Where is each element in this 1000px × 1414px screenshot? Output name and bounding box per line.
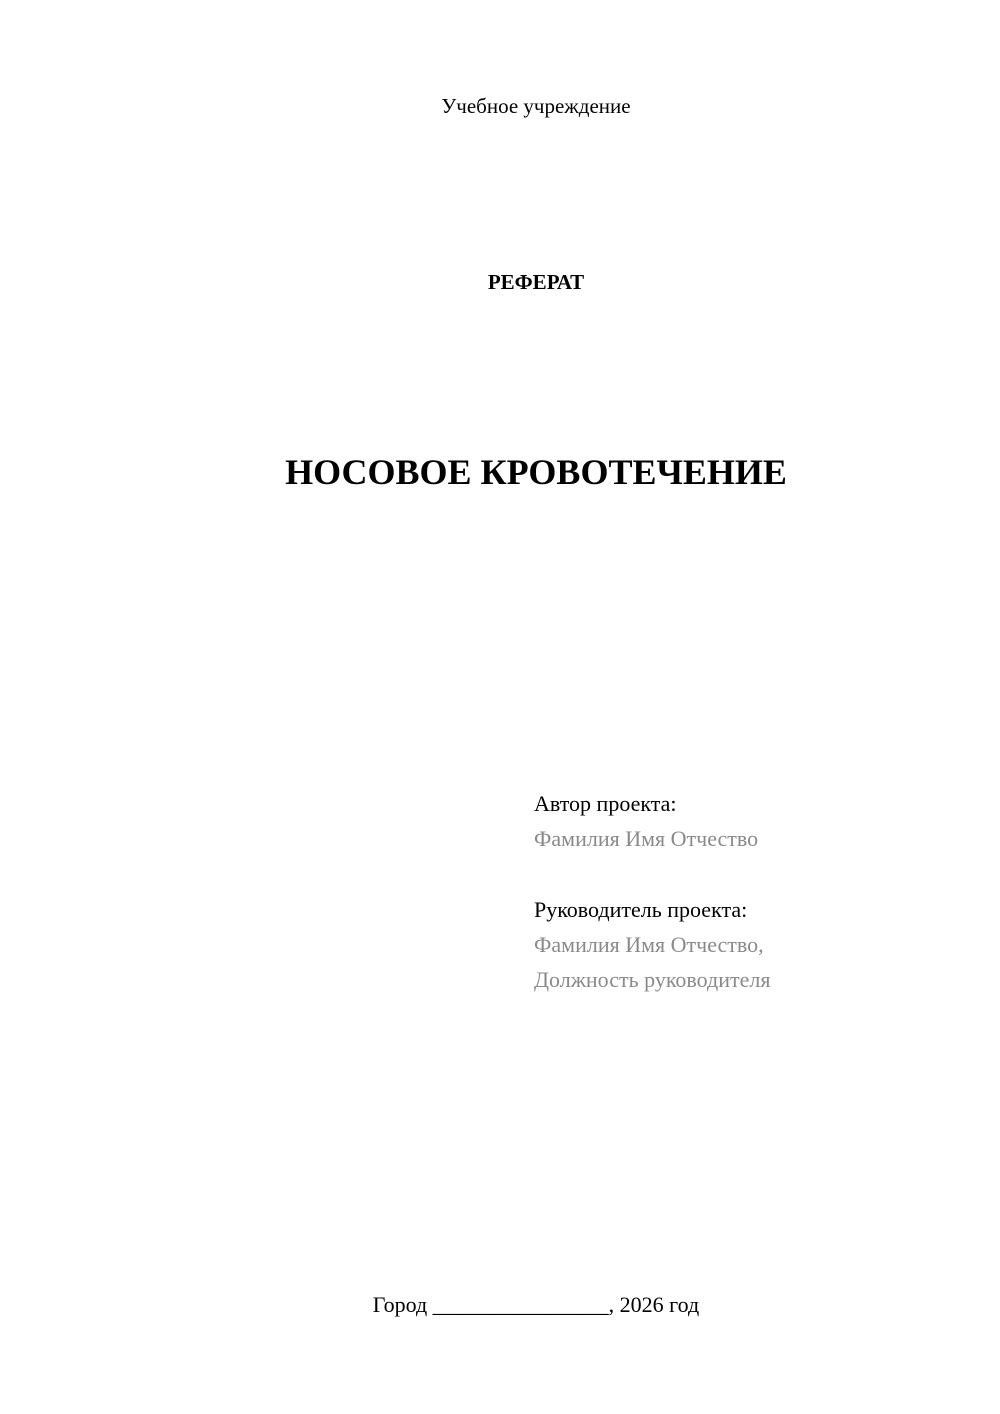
signature-spacer (534, 856, 974, 892)
supervisor-name: Фамилия Имя Отчество, (534, 932, 764, 957)
signature-block (534, 786, 974, 997)
city-year-line: Город ________________, 2026 год (372, 1292, 700, 1317)
author-label: Автор проекта: (534, 791, 677, 816)
document-title: НОСОВОЕ КРОВОТЕЧЕНИЕ (285, 452, 787, 492)
document-type: РЕФЕРАТ (487, 270, 585, 294)
institution-name: Учебное учреждение (441, 94, 631, 118)
supervisor-position: Должность руководителя (534, 967, 771, 992)
author-name: Фамилия Имя Отчество (534, 826, 759, 851)
supervisor-label: Руководитель проекта: (534, 897, 748, 922)
